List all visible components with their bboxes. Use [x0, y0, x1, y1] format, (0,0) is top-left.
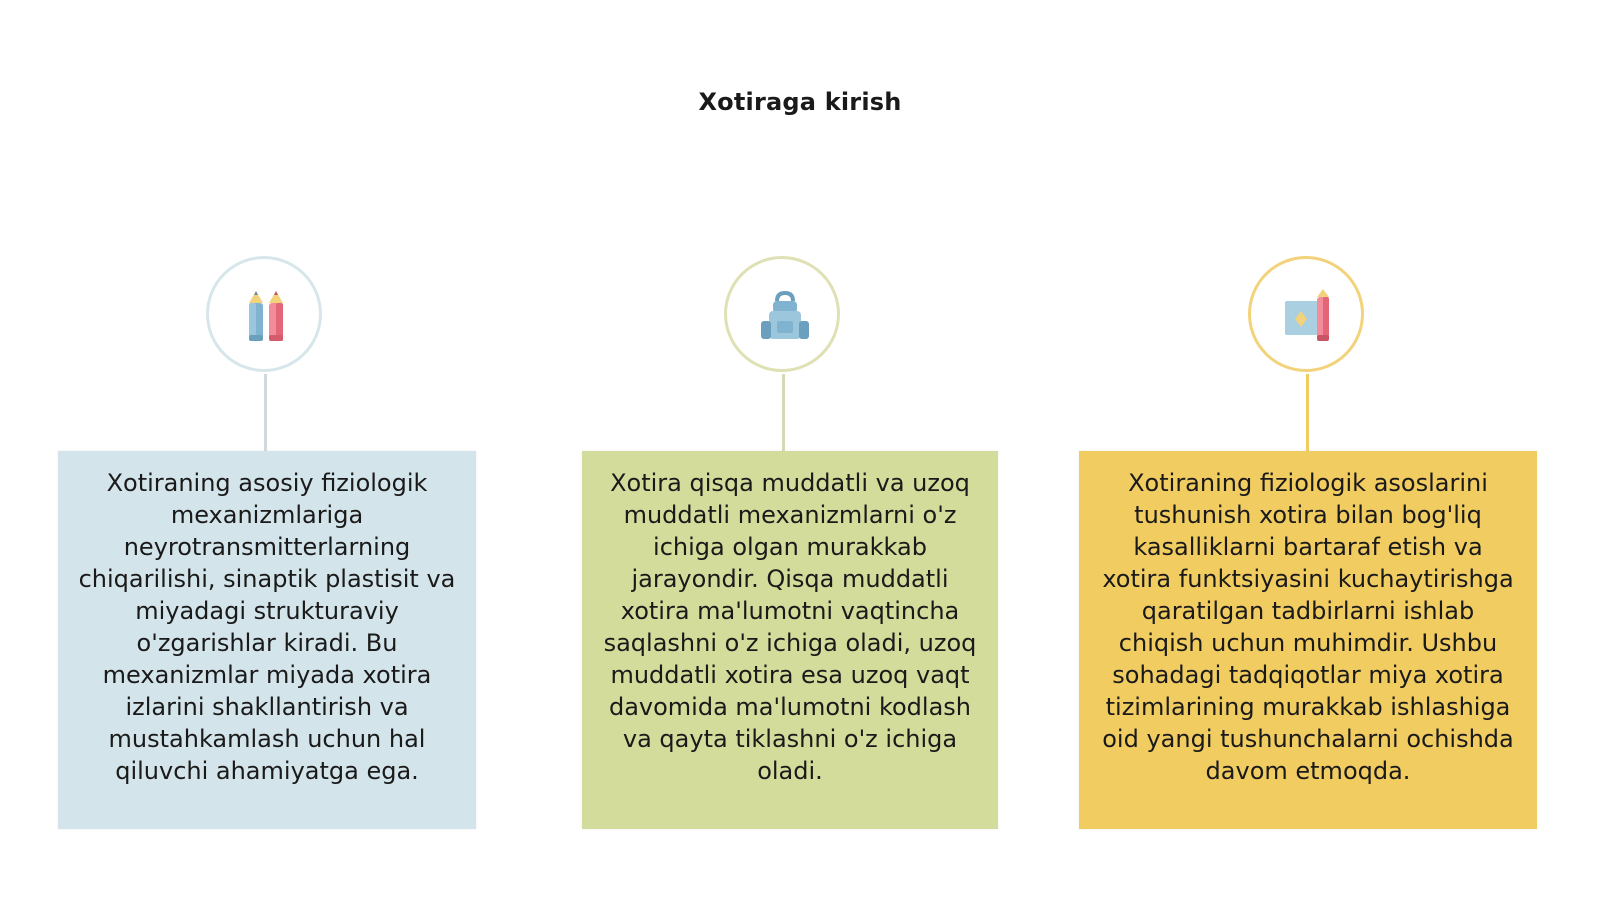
info-card-3: [1079, 451, 1537, 829]
card-text: Xotiraning asosiy fiziologik mexanizmlariga neyrotransmitterlarning chiqarilishi, sinaptik plastisit va miyadagi strukturaviy o'zgarishlar kiradi. Bu mexanizmlar miyada xotira izlarini shakllantirish va mustahkamlash uchun hal qiluvchi ahamiyatga ega.: [78, 469, 456, 785]
card-text: Xotiraning fiziologik asoslarini tushunish xotira bilan bog'liq kasalliklarni bartaraf etish va xotira funktsiyasini kuchaytirishga qaratilgan tadbirlarni ishlab chiqish uchun muhimdir. Ushbu sohadagi tadqiqotlar miya xotira tizimlarining murakkab ishlashiga oid yangi tushunchalarni ochishda davom etmoqda.: [1102, 469, 1514, 785]
drawing-pencil-icon: [1279, 287, 1339, 347]
page-title: Xotiraga kirish: [698, 88, 902, 116]
card-text: Xotira qisqa muddatli va uzoq muddatli mexanizmlarni o'z ichiga olgan murakkab jarayondir. Qisqa muddatli xotira ma'lumotni vaqtincha saqlashni o'z ichiga oladi, uzoq muddatli xotira esa uzoq vaqt davomida ma'lumotni kodlash va qayta tiklashni o'z ichiga oladi.: [603, 469, 977, 785]
connector-line-3: [1306, 374, 1309, 452]
icon-circle-3: [1248, 256, 1364, 372]
